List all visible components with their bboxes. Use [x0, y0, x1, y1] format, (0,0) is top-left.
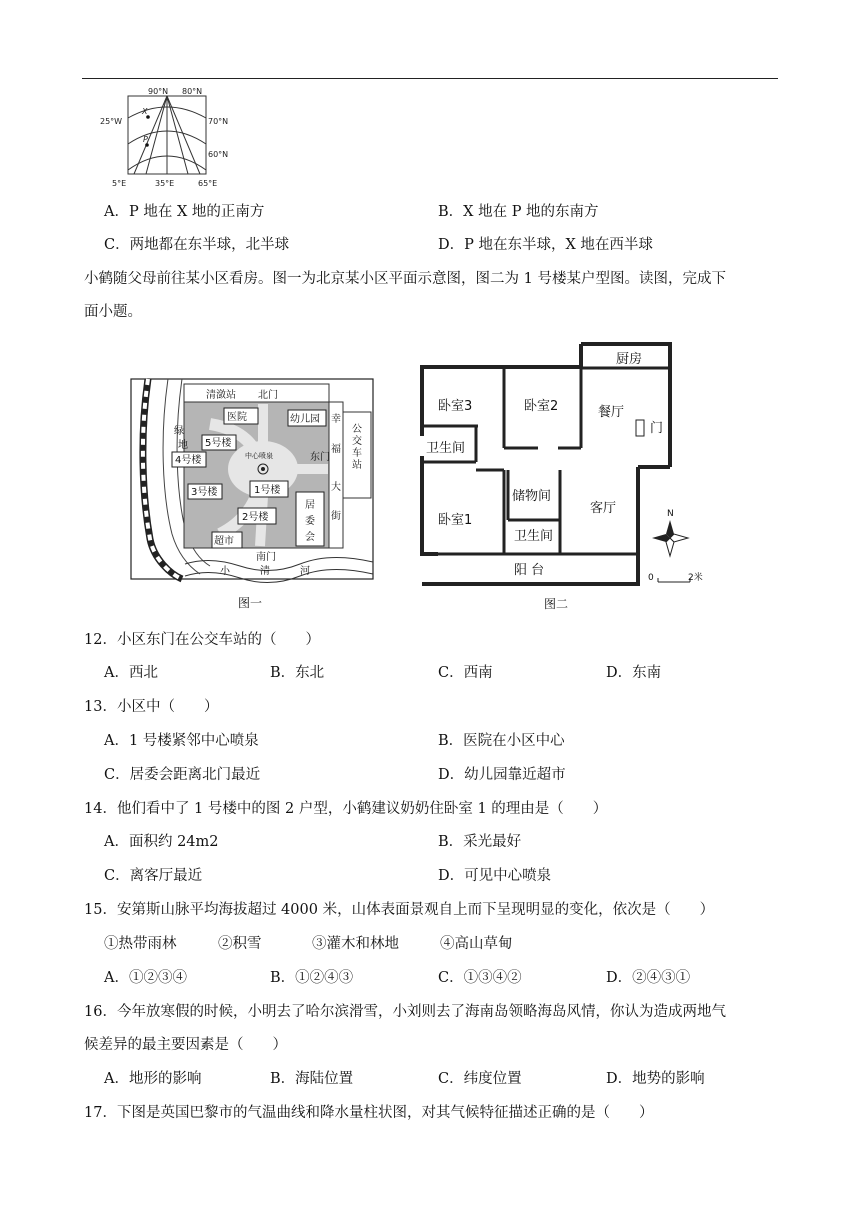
q15-option-d: D．②④③①	[606, 970, 691, 986]
q13-option-c: C．居委会距离北门最近	[104, 767, 261, 783]
q13-option-d: D．幼儿园靠近超市	[438, 767, 566, 783]
grid-label-60n: 60°N	[208, 150, 229, 159]
q16-option-b: B．海陆位置	[270, 1071, 354, 1087]
compass-north: N	[667, 509, 674, 519]
q14-option-b: B．采光最好	[438, 834, 522, 850]
q13-stem: 13．小区中（ ）	[84, 699, 219, 715]
fig1-hospital: 医院	[227, 412, 247, 423]
fig1-bus-2: 交	[352, 436, 362, 447]
fig1-river-3: 河	[300, 566, 310, 577]
figure-2-floor-plan	[418, 340, 713, 612]
grid-label-90n: 90°N	[148, 87, 169, 96]
grid-label-65e: 65°E	[198, 179, 218, 188]
q15-option-a: A．①②③④	[104, 970, 187, 986]
figure-1-community-plan	[130, 374, 375, 614]
point-x-label: X	[142, 107, 148, 116]
grid-label-80n: 80°N	[182, 87, 203, 96]
fig2-door: 门	[650, 421, 664, 436]
fig1-street-2: 福	[331, 444, 341, 455]
q11-option-a: A．P 地在 X 地的正南方	[104, 204, 265, 220]
q16-option-c: C．纬度位置	[438, 1071, 522, 1087]
fig1-building-4: 4号楼	[175, 455, 202, 466]
fig1-green-1: 绿	[174, 426, 184, 437]
fig1-east-gate: 东门	[310, 452, 330, 463]
fig1-building-3: 3号楼	[191, 487, 218, 498]
intro-line-2: 面小题。	[84, 304, 142, 320]
point-p-label: P	[143, 135, 148, 144]
fig1-caption: 图一	[237, 596, 263, 610]
fig2-storage: 储物间	[512, 489, 552, 504]
q12-option-b: B．东北	[270, 665, 325, 681]
fig1-bus-3: 车	[352, 448, 362, 459]
q15-option-b: B．①②④③	[270, 970, 354, 986]
grid-label-25w: 25°W	[100, 117, 123, 126]
fig2-dining: 餐厅	[598, 405, 625, 420]
fig2-living-room: 客厅	[590, 501, 617, 516]
grid-label-5e: 5°E	[112, 179, 127, 188]
fig2-bedroom-2: 卧室2	[524, 399, 559, 414]
fig1-river-1: 小	[220, 566, 230, 577]
q13-option-a: A．1 号楼紧邻中心喷泉	[104, 733, 259, 749]
q16-line-1: 16．今年放寒假的时候，小明去了哈尔滨滑雪，小刘则去了海南岛领略海岛风情，你认为造成两地气	[84, 1004, 726, 1020]
fig2-bathroom-1: 卫生间	[426, 441, 466, 456]
q14-option-c: C．离客厅最近	[104, 868, 203, 884]
lat-long-grid-map	[98, 86, 243, 190]
fig2-balcony: 阳 台	[514, 563, 545, 578]
q11-option-c: C．两地都在东半球，北半球	[104, 237, 290, 253]
fig1-street-3: 大	[331, 482, 341, 493]
q11-option-d: D．P 地在东半球，X 地在西半球	[438, 237, 653, 253]
fig1-building-5: 5号楼	[205, 438, 232, 449]
grid-label-35e: 35°E	[155, 179, 175, 188]
q16-option-d: D．地势的影响	[606, 1071, 705, 1087]
q13-option-b: B．医院在小区中心	[438, 733, 565, 749]
compass-icon	[652, 509, 688, 556]
scale-start: 0	[648, 573, 654, 583]
q12-option-d: D．东南	[606, 665, 662, 681]
fountain-label: 中心喷泉	[245, 452, 273, 460]
fig1-north-gate: 北门	[258, 390, 278, 401]
fig1-south-gate: 南门	[256, 552, 276, 563]
q15-item-2: ②积雪	[218, 936, 262, 952]
q16-line-2: 候差异的最主要因素是（ ）	[84, 1037, 287, 1053]
fig1-kindergarten: 幼儿园	[290, 414, 320, 425]
fig2-kitchen: 厨房	[616, 352, 643, 367]
intro-line-1: 小鹤随父母前往某小区看房。图一为北京某小区平面示意图，图二为 1 号楼某户型图。读图，完成下	[84, 271, 726, 287]
q12-stem: 12．小区东门在公交车站的（ ）	[84, 632, 320, 648]
fig1-supermarket: 超市	[214, 536, 234, 547]
q17-stem: 17．下图是英国巴黎市的气温曲线和降水量柱状图，对其气候特征描述正确的是（ ）	[84, 1105, 654, 1121]
q15-option-c: C．①③④②	[438, 970, 522, 986]
q14-option-d: D．可见中心喷泉	[438, 868, 552, 884]
fig1-north-station: 清潋站	[206, 390, 236, 401]
fig1-bus-4: 站	[352, 460, 362, 471]
q11-option-b: B．X 地在 P 地的东南方	[438, 204, 599, 220]
fig1-building-2: 2号楼	[242, 512, 269, 523]
q16-option-a: A．地形的影响	[104, 1071, 202, 1087]
fig1-committee-3: 会	[305, 532, 315, 543]
q14-option-a: A．面积约 24m2	[104, 834, 219, 850]
fig1-street-1: 幸	[331, 414, 341, 425]
fig2-bathroom-2: 卫生间	[514, 529, 554, 544]
q15-item-4: ④高山草甸	[440, 936, 513, 952]
header-rule	[82, 78, 778, 79]
q12-option-a: A．西北	[104, 665, 158, 681]
fig2-bedroom-3: 卧室3	[438, 399, 473, 414]
q15-stem: 15．安第斯山脉平均海拔超过 4000 米，山体表面景观自上而下呈现明显的变化，依次是（ ）	[84, 902, 715, 918]
fig2-caption: 图二	[543, 597, 569, 611]
fig1-committee-2: 委	[305, 516, 315, 527]
q14-stem: 14．他们看中了 1 号楼中的图 2 户型，小鹤建议奶奶住卧室 1 的理由是（ ）	[84, 801, 608, 817]
grid-label-70n: 70°N	[208, 117, 229, 126]
fig1-building-1: 1号楼	[254, 485, 281, 496]
fig1-committee-1: 居	[305, 500, 315, 511]
fig1-street-4: 街	[331, 511, 341, 522]
q15-item-3: ③灌木和林地	[312, 936, 399, 952]
scale-end: 2米	[688, 573, 703, 583]
fig2-bedroom-1: 卧室1	[438, 513, 473, 528]
fig1-green-2: 地	[178, 440, 188, 451]
fig1-river-2: 清	[260, 566, 270, 577]
q15-item-1: ①热带雨林	[104, 936, 177, 952]
fig1-bus-1: 公	[352, 424, 362, 435]
q12-option-c: C．西南	[438, 665, 493, 681]
